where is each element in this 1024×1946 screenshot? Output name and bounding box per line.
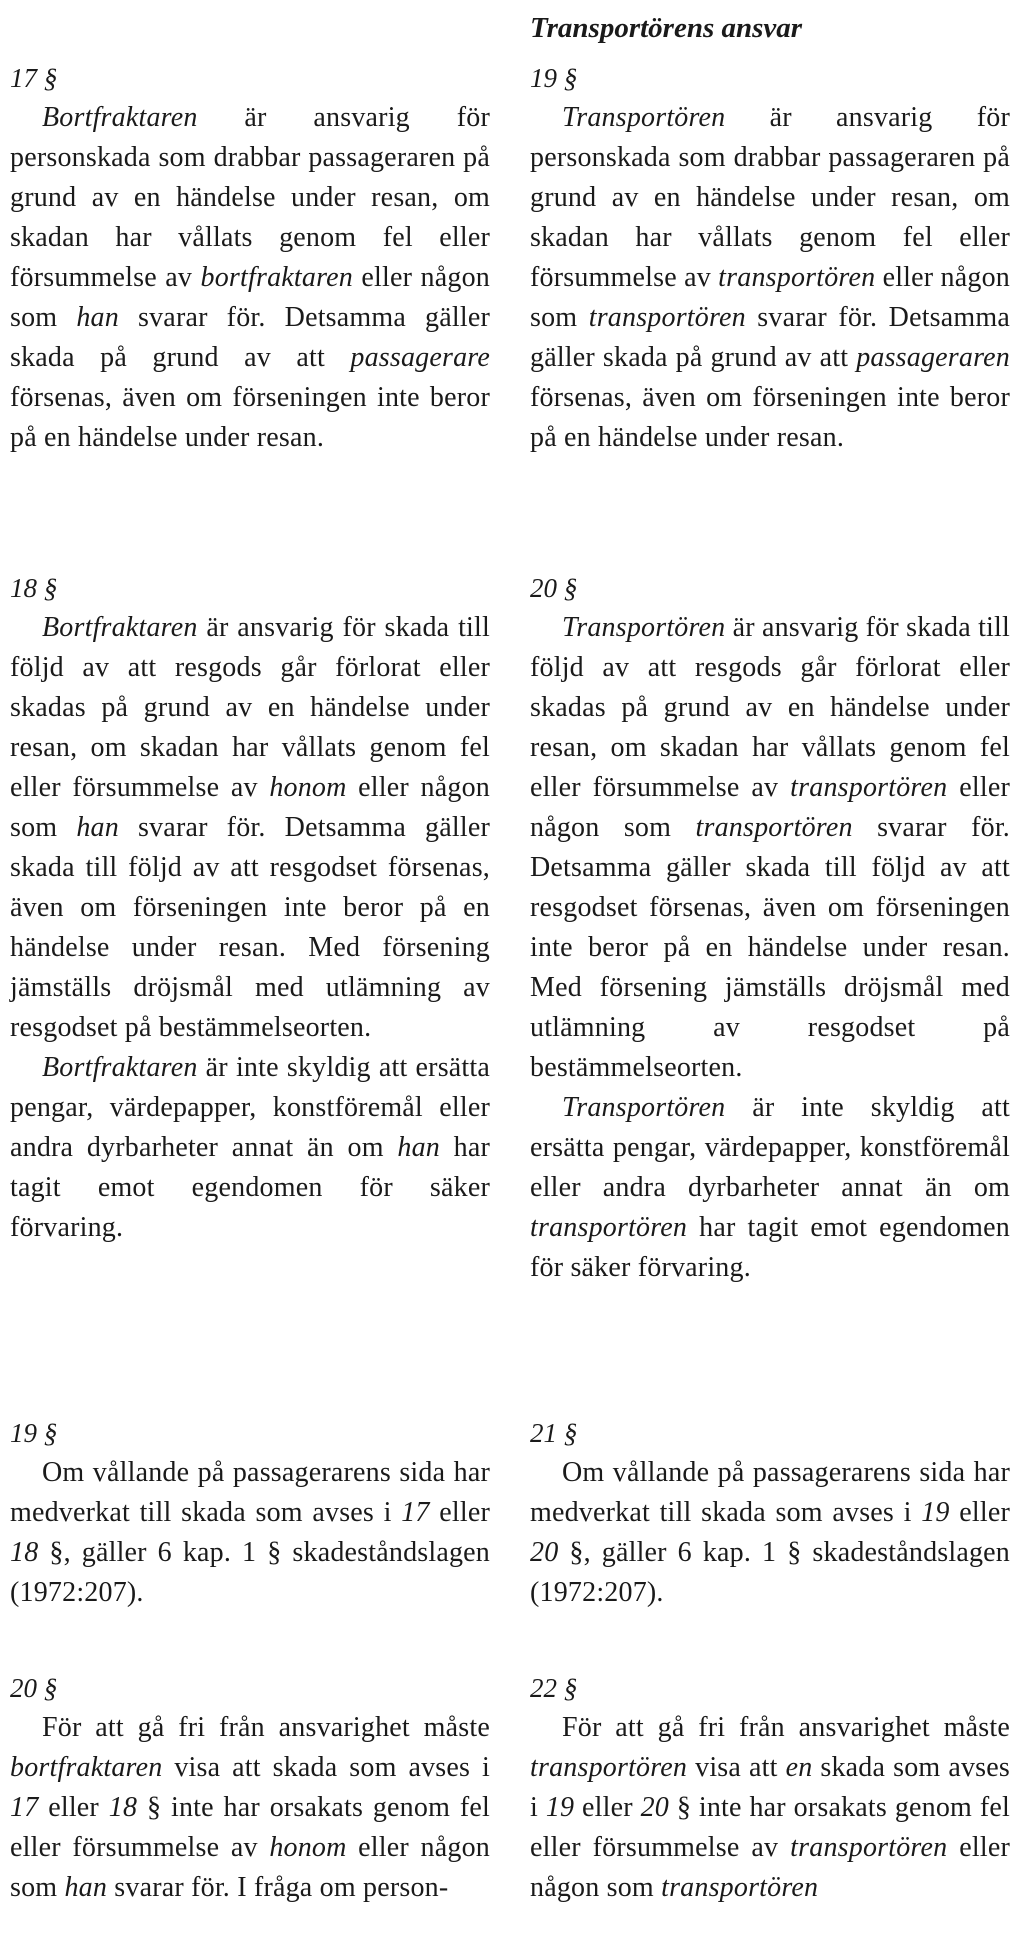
emphasized-term: Bortfraktaren <box>42 1052 198 1083</box>
text-run: För att gå fri från ansvarighet måste <box>42 1712 490 1743</box>
text-run: eller någon som <box>530 772 1010 843</box>
paragraph <box>10 1708 490 1908</box>
text-run: eller någon som <box>530 1832 1010 1903</box>
emphasized-term: Bortfraktaren <box>42 102 198 133</box>
text-run: §, gäller 6 kap. 1 § skadeståndslagen (1972:207). <box>10 1537 490 1608</box>
emphasized-term: han <box>397 1132 440 1163</box>
text-run: försenas, även om förseningen inte beror på en händelse under resan. <box>10 382 490 453</box>
section-number: 21 § <box>530 1418 578 1448</box>
paragraph <box>530 1088 1010 1288</box>
text-run: försenas, även om förseningen inte beror på en händelse under resan. <box>530 382 1010 453</box>
emphasized-term: 19 <box>921 1497 950 1528</box>
text-run: har tagit emot egendomen för säker förvaring. <box>530 1212 1010 1283</box>
emphasized-term: transportören <box>718 262 876 293</box>
text-run: eller någon som <box>10 772 490 843</box>
paragraph <box>530 608 1010 1088</box>
section-right-3 <box>530 1668 1010 1908</box>
emphasized-term: Bortfraktaren <box>42 612 198 643</box>
section-right-2 <box>530 1413 1010 1613</box>
paragraph <box>10 1453 490 1613</box>
emphasized-term: 18 <box>108 1792 138 1823</box>
text-run: eller någon som <box>530 262 1010 333</box>
text-run: eller <box>949 1497 1010 1528</box>
section-left-0 <box>10 58 490 458</box>
emphasized-term: Transportören <box>562 102 726 133</box>
section-number: 17 § <box>10 63 58 93</box>
text-run: är ansvarig för skada till följd av att resgods går förlorat eller skadas på grund av en händelse under resan, om skadan har vållats genom fel eller försummelse av <box>10 612 490 803</box>
text-run: är inte skyldig att ersätta pengar, värdepapper, konstföremål eller andra dyrbarheter annat än om <box>10 1052 490 1163</box>
text-run: eller någon som <box>10 1832 490 1903</box>
emphasized-term: transportören <box>661 1872 819 1903</box>
text-run: är inte skyldig att ersätta pengar, värdepapper, konstföremål eller andra dyrbarheter annat än om <box>530 1092 1010 1203</box>
section-left-2 <box>10 1413 490 1613</box>
emphasized-term: transportören <box>530 1752 688 1783</box>
emphasized-term: 20 <box>640 1792 670 1823</box>
text-run: skada som avses i <box>530 1752 1010 1823</box>
text-run: svarar för. Detsamma gäller skada till följd av att resgodset försenas, även om förseningen inte beror på en händelse under resan. Med försening jämställs dröjsmål med utlämning av resgodset på bestämmelseorten. <box>10 812 490 1043</box>
emphasized-term: 17 <box>401 1497 430 1528</box>
section-number: 19 § <box>10 1418 58 1448</box>
emphasized-term: han <box>76 812 119 843</box>
text-run: §, gäller 6 kap. 1 § skadeståndslagen (1972:207). <box>530 1537 1010 1608</box>
emphasized-term: transportören <box>695 812 853 843</box>
section-right-0 <box>530 58 1010 458</box>
text-run: svarar för. Detsamma gäller skada på grund av att <box>10 302 490 373</box>
emphasized-term: passagerare <box>350 342 490 373</box>
emphasized-term: han <box>64 1872 108 1903</box>
paragraph <box>530 1453 1010 1613</box>
paragraph <box>530 1708 1010 1908</box>
section-number: 20 § <box>530 573 578 603</box>
emphasized-term: 20 <box>530 1537 559 1568</box>
emphasized-term: honom <box>269 1832 347 1863</box>
text-run: visa att skada som avses i <box>162 1752 490 1783</box>
text-run: § inte har orsakats genom fel eller försummelse av <box>530 1792 1010 1863</box>
emphasized-term: 17 <box>10 1792 39 1823</box>
emphasized-term: Transportören <box>562 1092 726 1123</box>
emphasized-term: transportören <box>530 1212 688 1243</box>
paragraph <box>10 608 490 1048</box>
paragraph <box>10 98 490 458</box>
emphasized-term: transportören <box>790 1832 948 1863</box>
section-heading: Transportörens ansvar <box>530 12 803 44</box>
emphasized-term: en <box>785 1752 813 1783</box>
emphasized-term: honom <box>269 772 347 803</box>
emphasized-term: 19 <box>545 1792 575 1823</box>
section-number: 22 § <box>530 1673 578 1703</box>
text-run: eller <box>574 1792 641 1823</box>
section-left-3 <box>10 1668 490 1908</box>
text-run: svarar för. Detsamma gäller skada på grund av att <box>530 302 1010 373</box>
text-run: är ansvarig för skada till följd av att resgods går förlorat eller skadas på grund av en händelse under resan, om skadan har vållats genom fel eller försummelse av <box>530 612 1010 803</box>
emphasized-term: Transportören <box>562 612 726 643</box>
emphasized-term: bortfraktaren <box>10 1752 163 1783</box>
text-run: har tagit emot egendomen för säker förvaring. <box>10 1132 490 1243</box>
text-run: Om vållande på passagerarens sida har medverkat till skada som avses i <box>10 1457 490 1528</box>
section-number: 20 § <box>10 1673 58 1703</box>
section-number: 18 § <box>10 573 58 603</box>
section-right-1 <box>530 568 1010 1288</box>
text-run: är ansvarig för personskada som drabbar passageraren på grund av en händelse under resan, om skadan har vållats genom fel eller försummelse av <box>10 102 490 293</box>
emphasized-term: passageraren <box>856 342 1010 373</box>
text-run: eller <box>38 1792 109 1823</box>
text-run: svarar för. I fråga om person- <box>107 1872 449 1903</box>
text-run: eller <box>429 1497 490 1528</box>
text-run: visa att <box>687 1752 786 1783</box>
paragraph <box>530 98 1010 458</box>
text-run: eller någon som <box>10 262 490 333</box>
section-number: 19 § <box>530 63 578 93</box>
text-run: För att gå fri från ansvarighet måste <box>562 1712 1010 1743</box>
section-left-1 <box>10 568 490 1248</box>
emphasized-term: transportören <box>588 302 746 333</box>
emphasized-term: transportören <box>790 772 948 803</box>
paragraph <box>10 1048 490 1248</box>
text-run: svarar för. Detsamma gäller skada till följd av att resgodset försenas, även om förseningen inte beror på en händelse under resan. Med försening jämställs dröjsmål med utlämning av resgodset på bestämmelseorten. <box>530 812 1010 1083</box>
text-run: § inte har orsakats genom fel eller försummelse av <box>10 1792 490 1863</box>
emphasized-term: han <box>76 302 119 333</box>
emphasized-term: bortfraktaren <box>200 262 353 293</box>
text-run: är ansvarig för personskada som drabbar passageraren på grund av en händelse under resan, om skadan har vållats genom fel eller försummelse av <box>530 102 1010 293</box>
text-run: Om vållande på passagerarens sida har medverkat till skada som avses i <box>530 1457 1010 1528</box>
emphasized-term: 18 <box>10 1537 39 1568</box>
